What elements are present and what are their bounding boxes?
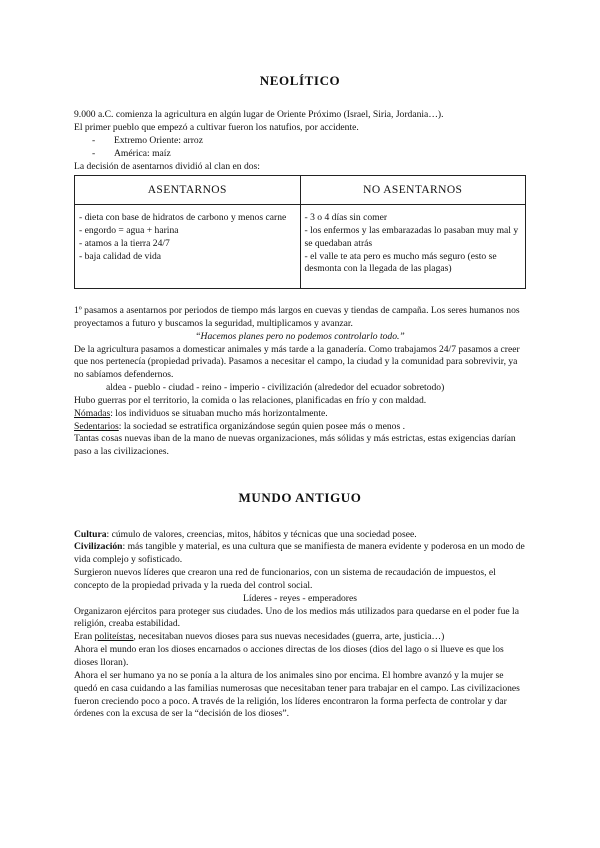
sedentarios-term: Sedentarios (74, 420, 119, 432)
civilizacion-term: Civilización (74, 541, 123, 553)
sedentarios-paragraph (74, 421, 526, 434)
hierarchy-line: Líderes - reyes - emperadores (242, 592, 357, 604)
table-cell-line: - dieta con base de hidratos de carbono y menos carne (79, 212, 287, 224)
list-item: - Extremo Oriente: arroz (92, 135, 526, 148)
spacer (74, 289, 526, 305)
leaders-paragraph: Surgieron nuevos líderes que crearon una red de funcionarios, con un sistema de recaudación de impuestos, el concepto de la propiedad privada y la rueda del control social. (74, 567, 496, 591)
table-cell-asentarnos (75, 205, 301, 289)
table-cell-line: - baja calidad de vida (79, 250, 162, 262)
table-cell-line: - atamos a la tierra 24/7 (79, 237, 170, 249)
politeistas-prefix: Eran (74, 631, 95, 643)
nomadas-term: Nómadas (74, 407, 111, 419)
comparison-table (74, 175, 526, 289)
section-title-neolitico: NEOLÍTICO (259, 73, 341, 88)
crops-list (74, 135, 526, 161)
list-item: - América: maíz (92, 148, 526, 161)
cultura-term: Cultura (74, 528, 107, 540)
settlement-chain: aldea - pueblo - ciudad - reino - imperio - civilización (alrededor del ecuador sobretodo) (106, 382, 445, 394)
first-people-paragraph: El primer pueblo que empezó a cultivar fueron los natufios, por accidente. (74, 122, 359, 134)
sedentarios-definition: : la sociedad se estratifica organizándose según quien posee más o menos . (118, 420, 405, 432)
cultura-definition: : cúmulo de valores, creencias, mitos, hábitos y técnicas que una sociedad posee. (106, 528, 417, 540)
politeistas-term: politeístas (94, 631, 134, 643)
armies-paragraph: Organizaron ejércitos para proteger sus ciudades. Uno de los medios más utilizados para quedarse en el poder fue la religión, creaba estabilidad. (74, 605, 519, 630)
section-title-mundo-antiguo: MUNDO ANTIGUO (238, 490, 362, 506)
quote: “Hacemos planes pero no podemos controlarlo todo.” (195, 330, 405, 342)
table-cell-line: - el valle te ata pero es mucho más seguro (esto se desmonta con la llegada de las plagas) (304, 250, 497, 275)
closing-paragraph: Tantas cosas nuevas iban de la mano de nuevas organizaciones, más sólidas y más estrictas, estas exigencias darían paso a las civilizaciones. (74, 433, 516, 458)
cultura-paragraph (74, 529, 526, 542)
civilizacion-paragraph (74, 541, 526, 567)
table-cell-line: - 3 o 4 días sin comer (304, 212, 388, 224)
civilizacion-definition: : más tangible y material, es una cultura que se manifiesta de manera evidente y poderosa en un modo de vida complejo y sofisticado. (74, 541, 525, 566)
table-header-no-asentarnos: NO ASENTARNOS (300, 175, 526, 204)
table-cell-line: - engordo = agua + harina (79, 224, 179, 236)
humans-paragraph: Ahora el ser humano ya no se ponía a la altura de los animales sino por encima. El hombre avanzó y la mujer se quedó en casa cuidando a las familias numerosas que necesitaban tener para trabajar en el campo. Las civilizaciones fueron creciendo poco a poco. A través de la religión, los líderes encontraron la forma perfecta de controlar y dar órdenes con la excusa de ser la “decisión de los dioses”. (74, 669, 520, 720)
nomadas-paragraph (74, 408, 526, 421)
settling-paragraph: 1º pasamos a asentarnos por periodos de tiempo más largos en cuevas y tiendas de campaña. Los seres humanos nos proyectamos a futuro y buscamos la seguridad, multiplicamos y avanzar. (74, 305, 520, 329)
politeistas-definition: , necesitaban nuevos dioses para sus nuevas necesidades (guerra, arte, justicia…) (133, 631, 445, 643)
nomadas-definition: : los individuos se situaban mucho más horizontalmente. (110, 407, 328, 419)
intro-paragraph: 9.000 a.C. comienza la agricultura en algún lugar de Oriente Próximo (Israel, Siria, Jordania…). (74, 109, 444, 121)
wars-paragraph: Hubo guerras por el territorio, la comida o las relaciones, planificadas en frío y con maldad. (74, 394, 427, 406)
table-cell-no-asentarnos (300, 205, 526, 289)
table-cell-line: - los enfermos y las embarazadas lo pasaban muy mal y se quedaban atrás (304, 224, 519, 249)
gods-paragraph: Ahora el mundo eran los dioses encarnados o acciones directas de los dioses (dios del lago o si llueve es que los dioses lloran). (74, 644, 504, 668)
politeistas-paragraph (74, 631, 526, 644)
agriculture-paragraph: De la agricultura pasamos a domesticar animales y más tarde a la ganadería. Como trabajamos 24/7 pasamos a creer que nos pertenecía (propiedad privada). Pasamos a necesitar el campo, la ciudad y la comunidad para sobrevivir, ya no sabíamos defendernos. (74, 343, 520, 381)
decision-paragraph: La decisión de asentarnos dividió al clan en dos: (74, 160, 260, 172)
table-header-asentarnos: ASENTARNOS (75, 175, 301, 204)
